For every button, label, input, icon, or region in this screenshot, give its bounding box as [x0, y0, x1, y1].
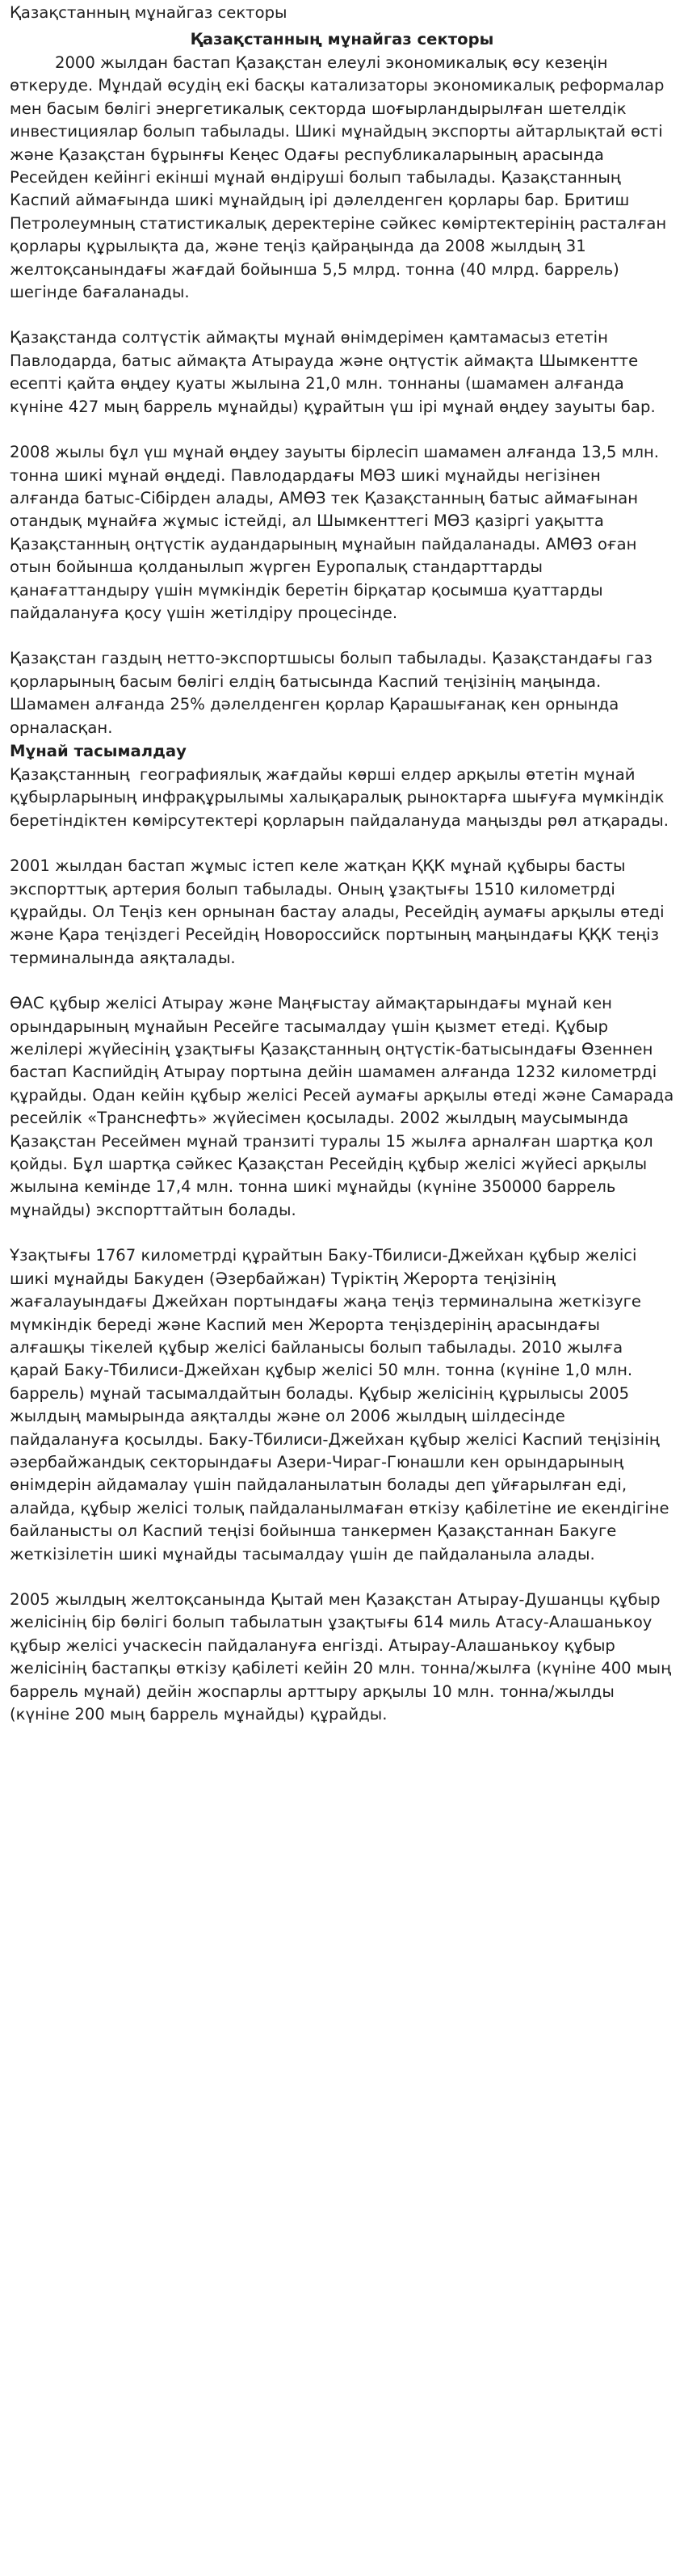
- paragraph-geography: Қазақстанның географиялық жағдайы көрші елдер арқылы өтетін мұнай құбырларының инфрақұрылымы халықаралық рыноктарға шығуға мүмкіндік беретіндіктен көмірсутектері қорларын пайдалануда маңызды рөл атқарады.: [10, 764, 669, 830]
- paragraph-spacer: [10, 1222, 674, 1244]
- paragraph-gas: Қазақстан газдың нетто-экспортшысы болып табылады. Қазақстандағы газ қорларының басым бөлігі елдің батысында Каспий теңізінің маңында. Шамамен алғанда 25% дәлелденген қорлар Қарашығанақ кен орнында орналасқан.: [10, 649, 657, 737]
- document-title: Қазақстанның мұнайгаз секторы: [10, 3, 287, 22]
- section-heading-oil-transport: Мұнай тасымалдау: [10, 741, 187, 760]
- paragraph-refineries: Қазақстанда солтүстік аймақты мұнай өнімдерімен қамтамасыз ететін Павлодарда, батыс аймақта Атырауда және оңтүстік аймақта Шымкентте есепті қайта өңдеу қуаты жылына 21,0 млн. тоннаны (шамамен алғанда күніне 427 мың баррель мұнайды) құрайтын үш ірі мұнай өңдеу зауыты бар.: [10, 328, 656, 416]
- paragraph-spacer: [10, 625, 674, 647]
- paragraph-spacer: [10, 419, 674, 441]
- paragraph-intro: 2000 жылдан бастап Қазақстан елеулі экономикалық өсу кезеңін өткеруде. Мұндай өсудің екі басқы катализаторы экономикалық реформалар мен басым бөлігі энергетикалық секторда шоғырландырылған шетелдік инвестициялар болып табылады. Шикі мұнайдың экспорты айтарлықтай өсті және Қазақстан бұрынғы Кеңес Одағы республикаларының арасында Ресейден кейінгі екінші мұнай өндіруші болып табылады. Қазақстанның Каспий аймағында шикі мұнайдың ірі дәлелденген қорлары бар. Бритиш Петролеумның статистикалық деректеріне сәйкес көміртектерінің расталған қорлары құрылықта да, және теңіз қайраңында да 2008 жылдың 31 желтоқсанындағы жағдай бойынша 5,5 млрд. тонна (40 млрд. баррель) шегінде бағаланады.: [10, 53, 672, 302]
- paragraph-china-pipeline: 2005 жылдың желтоқсанында Қытай мен Қазақстан Атырау-Душанцы құбыр желісінің бір бөлігі болып табылатын ұзақтығы 614 миль Атасу-Алашанькоу құбыр желісі учаскесін пайдалануға енгізді. Атырау-Алашанькоу құбыр желісінің бастапқы өткізу қабілеті кейін 20 млн. тонна/жылға (күніне 400 мың баррель мұнай) дейін жоспарлы арттыру арқылы 10 млн. тонна/жылды (күніне 200 мың баррель мұнайды) құрайды.: [10, 1589, 677, 1724]
- article-title: Қазақстанның мұнайгаз секторы: [190, 30, 494, 48]
- paragraph-btc-pipeline: Ұзақтығы 1767 километрді құрайтын Баку-Тбилиси-Джейхан құбыр желісі шикі мұнайды Бакуден (Әзербайжан) Түріктің Жерорта теңізінің жағалауындағы Джейхан портындағы жаңа теңіз терминалына жеткізуге мүмкіндік береді және Каспий мен Жерорта теңіздерінің арасындағы алғашқы тікелей құбыр желісі байланысы болып табылады. 2010 жылға қарай Баку-Тбилиси-Джейхан құбыр желісі 50 млн. тонна (күніне 1,0 млн. баррель) мұнай тасымалдайтын болады. Құбыр желісінің құрылысы 2005 жылдың мамырында аяқталды және ол 2006 жылдың шілдесінде пайдалануға қосылды. Баку-Тбилиси-Джейхан құбыр желісі Каспий теңізінің әзербайжандық секторындағы Азери-Чираг-Гюнашли кен орындарының өнімдерін айдамалау үшін пайдаланылатын болады деп ұйғарылған еді, алайда, құбыр желісі толық пайдаланылмаған өткізу қабілетіне ие екендігіне байланысты ол Каспий теңізі бойынша танкермен Қазақстаннан Бакуге жеткізілетін шикі мұнайды тасымалдау үшін де пайдаланыла алады.: [10, 1246, 674, 1564]
- paragraph-spacer: [10, 304, 674, 326]
- paragraph-spacer: [10, 970, 674, 992]
- paragraph-spacer: [10, 832, 674, 855]
- paragraph-cpc-pipeline: 2001 жылдан бастап жұмыс істеп келе жатқан ҚҚК мұнай құбыры басты экспорттық артерия болып табылады. Оның ұзақтығы 1510 километрді құрайды. Ол Теңіз кен орнынан бастау алады, Ресейдің аумағы арқылы өтеді және Қара теңіздегі Ресейдің Новороссийск портының маңындағы ҚҚК теңіз терминалында аяқталады.: [10, 857, 669, 967]
- paragraph-spacer: [10, 1566, 674, 1589]
- paragraph-refining-2008: 2008 жылы бұл үш мұнай өңдеу зауыты бірлесіп шамамен алғанда 13,5 млн. тонна шикі мұнай өңдеді. Павлодардағы МӨЗ шикі мұнайды негізінен алғанда батыс-Сібірден алады, АМӨЗ тек Қазақстанның батыс аймағынан отандық мұнайға жұмыс істейді, ал Шымкенттегі МӨЗ қазіргі уақытта Қазақстанның оңтүстік аудандарының мұнайын пайдаланады. АМӨЗ оған отын бойынша қолданылып жүрген Еуропалық стандарттарды қанағаттандыру үшін мүмкіндік беретін бірқатар қосымша қуаттарды пайдалануға қосу үшін жетілдіру процесінде.: [10, 443, 665, 622]
- paragraph-uas-pipeline: ӨАС құбыр желісі Атырау және Маңғыстау аймақтарындағы мұнай кен орындарының мұнайын Ресейге тасымалдау үшін қызмет етеді. Құбыр желілері жүйесінің ұзақтығы Қазақстанның оңтүстік-батысындағы Өзеннен бастап Каспийдің Атырау портына дейін шамамен алғанда 1232 километрді құрайды. Одан кейін құбыр желісі Ресей аумағы арқылы өтеді және Самарада ресейлік «Транснефть» жүйесімен қосылады. 2002 жылдың маусымында Қазақстан Ресеймен мұнай транзиті туралы 15 жылға арналған шартқа қол қойды. Бұл шартқа сәйкес Қазақстан Ресейдің құбыр желісі жүйесі арқылы жылына кемінде 17,4 млн. тонна шикі мұнайды (күніне 350000 баррель мұнайды) экспорттайтын болады.: [10, 994, 679, 1219]
